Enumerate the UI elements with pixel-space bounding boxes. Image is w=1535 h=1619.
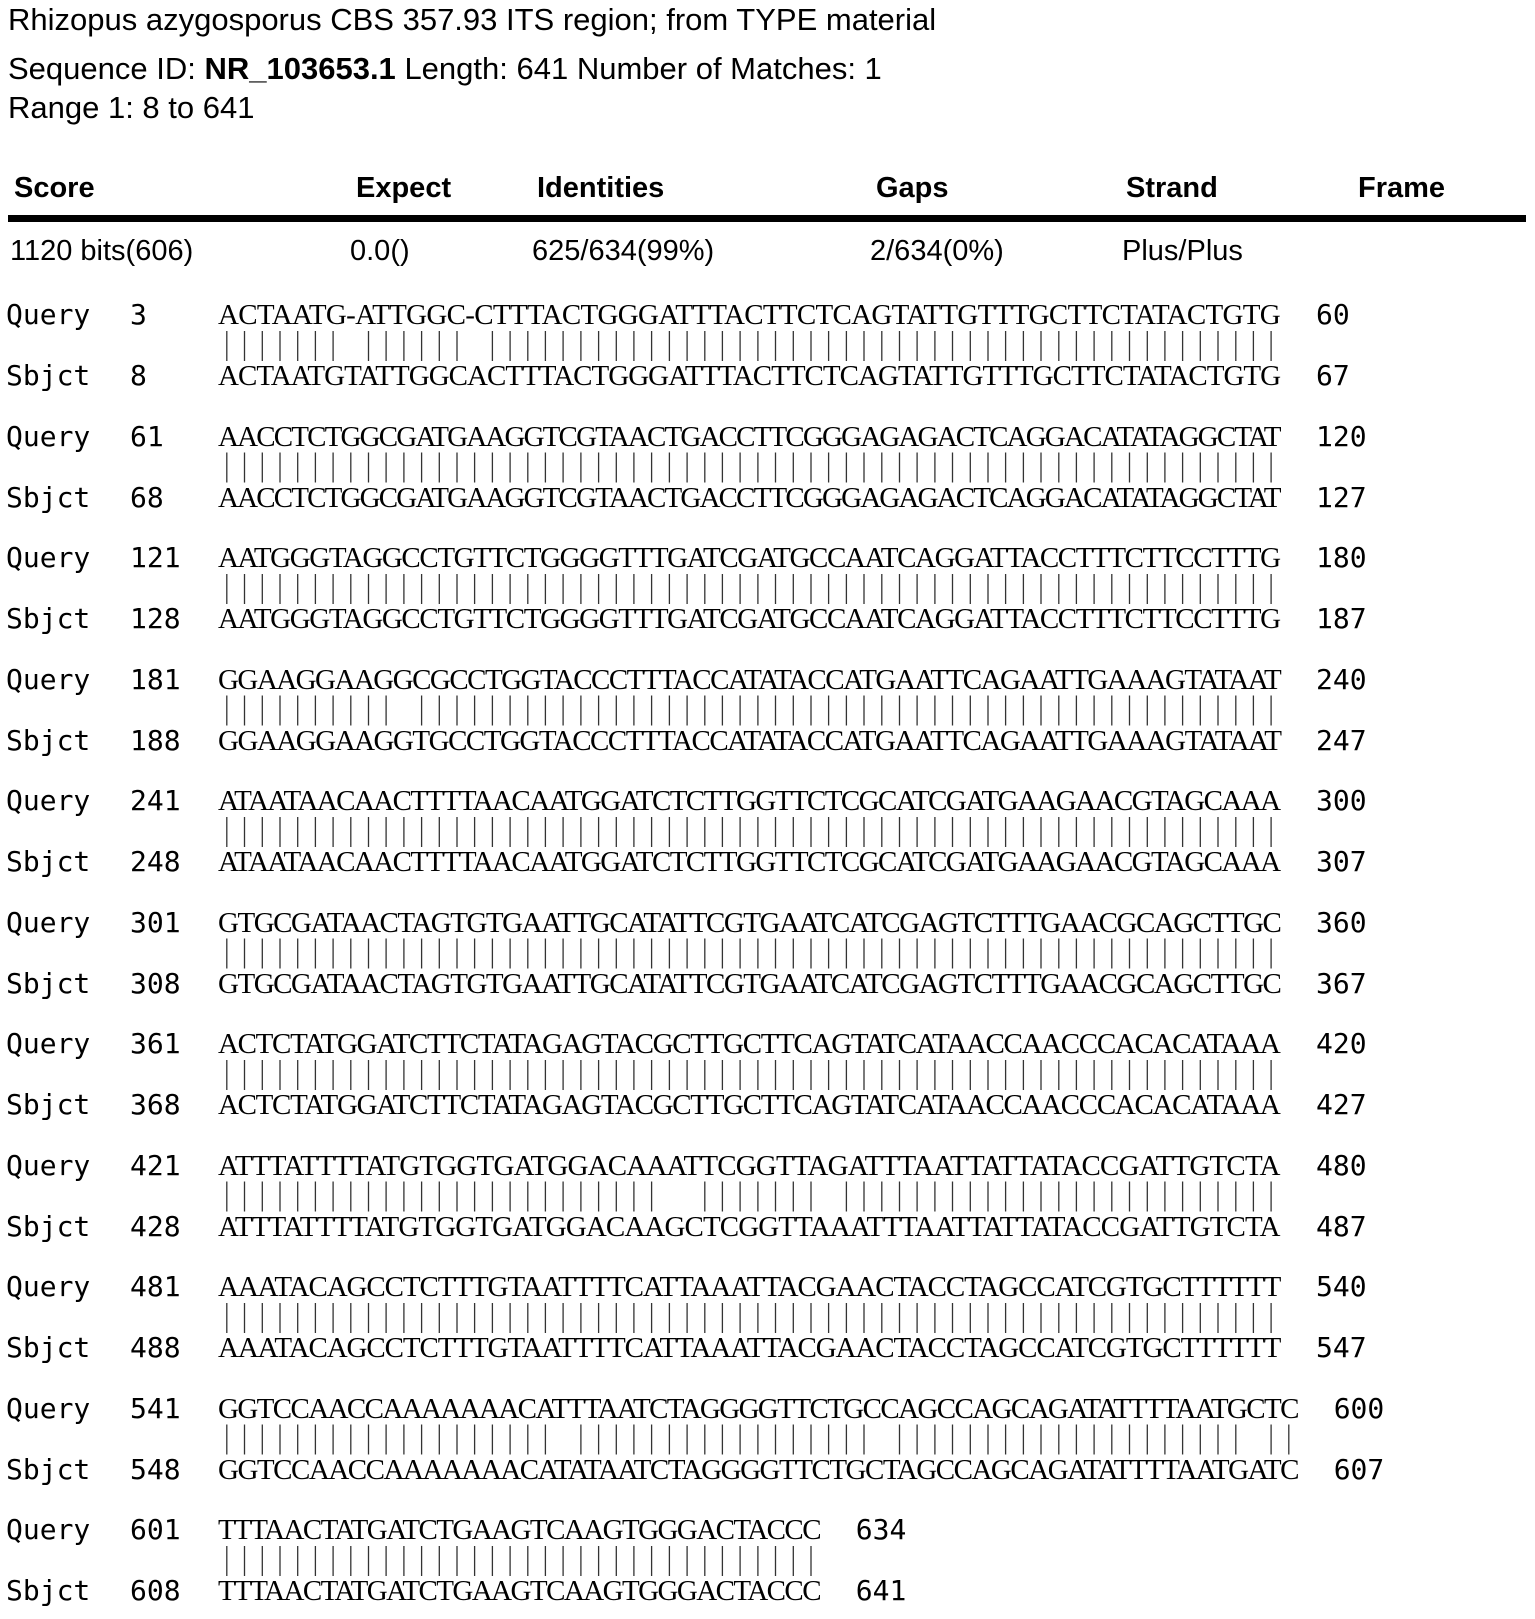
query-start: 3 — [130, 298, 147, 331]
query-sequence: ACTCTATGGATCTTCTATAGAGTACGCTTGCTTCAGTATCATAACCAACCCACACATAAA — [218, 1028, 1280, 1060]
sbjct-start: 128 — [130, 602, 181, 635]
query-end: 634 — [855, 1513, 907, 1546]
sbjct-start: 428 — [130, 1209, 181, 1243]
sbjct-start: 248 — [130, 845, 181, 878]
sbjct-sequence: AATGGGTAGGCCTGTTCTGGGGTTTGATCGATGCCAATCAGGATTACCTTTCTTCCTTTG — [218, 603, 1280, 635]
query-end: 360 — [1316, 905, 1367, 939]
sbjct-start: 308 — [130, 966, 181, 1000]
query-sequence: AAATACAGCCTCTTTGTAATTTTCATTAAATTACGAACTACCTAGCCATCGTGCTTTTTT — [218, 1271, 1281, 1303]
sbjct-sequence: ACTCTATGGATCTTCTATAGAGTACGCTTGCTTCAGTATCATAACCAACCCACACATAAA — [218, 1089, 1280, 1121]
sbjct-start: 548 — [130, 1452, 181, 1486]
query-end: 600 — [1333, 1391, 1385, 1425]
range-text: Range 1: 8 to 641 — [8, 90, 255, 125]
sbjct-end: 247 — [1316, 723, 1367, 757]
value-gaps: 2/634(0%) — [870, 235, 1004, 267]
sbjct-label: Sbjct — [6, 1088, 91, 1121]
value-strand: Plus/Plus — [1122, 235, 1243, 267]
sbjct-end: 427 — [1316, 1088, 1367, 1121]
query-end: 540 — [1316, 1270, 1367, 1303]
query-end: 480 — [1316, 1148, 1367, 1182]
query-start: 61 — [130, 419, 164, 453]
sbjct-sequence: ACTAATGTATTGGCACTTTACTGGGATTTACTTCTCAGTATTGTTTGCTTCTATACTGTG — [218, 360, 1281, 392]
query-sequence: GGTCCAACCAAAAAAACATTTAATCTAGGGGTTCTGCCAGCCAGCAGATATTTTAATGCTC — [218, 1392, 1298, 1425]
query-end: 180 — [1316, 541, 1367, 574]
sbjct-label: Sbjct — [6, 1331, 91, 1364]
sbjct-end: 547 — [1316, 1331, 1367, 1364]
query-label: Query — [6, 662, 91, 696]
header-gaps: Gaps — [876, 172, 949, 204]
sbjct-end: 67 — [1316, 359, 1350, 392]
query-label: Query — [6, 541, 91, 574]
query-end: 240 — [1316, 662, 1367, 696]
sbjct-start: 8 — [130, 359, 147, 392]
sbjct-end: 607 — [1333, 1452, 1385, 1486]
value-expect: 0.0() — [350, 235, 410, 267]
query-label: Query — [6, 905, 91, 939]
query-sequence: ACTAATG-ATTGGC-CTTTACTGGGATTTACTTCTCAGTATTGTTTGCTTCTATACTGTG — [218, 299, 1281, 331]
query-label: Query — [6, 298, 91, 331]
length-text: Length: 641 — [404, 51, 569, 86]
query-start: 481 — [130, 1270, 181, 1303]
query-label: Query — [6, 1148, 91, 1182]
query-start: 421 — [130, 1148, 181, 1182]
query-label: Query — [6, 1027, 91, 1060]
sbjct-sequence: AACCTCTGGCGATGAAGGTCGTAACTGACCTTCGGGAGAGACTCAGGACATATAGGCTAT — [218, 481, 1280, 514]
query-start: 181 — [130, 662, 181, 696]
sbjct-sequence: AAATACAGCCTCTTTGTAATTTTCATTAAATTACGAACTACCTAGCCATCGTGCTTTTTT — [218, 1332, 1281, 1364]
sbjct-label: Sbjct — [6, 359, 91, 392]
query-sequence: GGAAGGAAGGCGCCTGGTACCCTTTACCATATACCATGAATTCAGAATTGAAAGTATAAT — [218, 663, 1281, 696]
sbjct-label: Sbjct — [6, 602, 91, 635]
query-start: 301 — [130, 905, 181, 939]
sbjct-label: Sbjct — [6, 723, 91, 757]
header-identities: Identities — [537, 172, 665, 204]
sbjct-end: 187 — [1316, 602, 1367, 635]
value-identities: 625/634(99%) — [532, 235, 715, 267]
query-sequence: GTGCGATAACTAGTGTGAATTGCATATTCGTGAATCATCGAGTCTTTGAACGCAGCTTGC — [218, 906, 1281, 939]
query-sequence: ATTTATTTTATGTGGTGATGGACAAATTCGGTTAGATTTAATTATTATACCGATTGTCTA — [218, 1149, 1280, 1182]
sbjct-label: Sbjct — [6, 1452, 91, 1486]
query-start: 361 — [130, 1027, 181, 1060]
sbjct-label: Sbjct — [6, 480, 91, 514]
value-score: 1120 bits(606) — [10, 235, 194, 267]
query-start: 541 — [130, 1391, 181, 1425]
sbjct-sequence: GTGCGATAACTAGTGTGAATTGCATATTCGTGAATCATCGAGTCTTTGAACGCAGCTTGC — [218, 967, 1281, 1000]
sbjct-end: 367 — [1316, 966, 1367, 1000]
sbjct-sequence: ATTTATTTTATGTGGTGATGGACAAGCTCGGTTAAATTTAATTATTATACCGATTGTCTA — [218, 1210, 1280, 1243]
sbjct-end: 641 — [855, 1574, 907, 1607]
sbjct-label: Sbjct — [6, 1209, 91, 1243]
query-end: 120 — [1316, 419, 1367, 453]
header-expect: Expect — [356, 172, 452, 204]
query-label: Query — [6, 1513, 91, 1546]
query-end: 420 — [1316, 1027, 1367, 1060]
sbjct-sequence: GGTCCAACCAAAAAAACATATAATCTAGGGGTTCTGCTAGCCAGCAGATATTTTAATGATC — [218, 1453, 1298, 1486]
header-strand: Strand — [1126, 172, 1218, 204]
query-sequence: ATAATAACAACTTTTAACAATGGATCTCTTGGTTCTCGCATCGATGAAGAACGTAGCAAA — [218, 785, 1280, 817]
query-label: Query — [6, 419, 91, 453]
query-start: 601 — [130, 1513, 181, 1546]
sbjct-start: 488 — [130, 1331, 181, 1364]
sbjct-start: 68 — [130, 480, 164, 514]
sbjct-end: 127 — [1316, 480, 1367, 514]
query-end: 60 — [1316, 298, 1350, 331]
sbjct-label: Sbjct — [6, 966, 91, 1000]
query-start: 121 — [130, 541, 181, 574]
sbjct-end: 487 — [1316, 1209, 1367, 1243]
query-label: Query — [6, 784, 91, 817]
sbjct-start: 608 — [130, 1574, 181, 1607]
query-end: 300 — [1316, 784, 1367, 817]
header-frame: Frame — [1358, 172, 1446, 204]
query-start: 241 — [130, 784, 181, 817]
sbjct-sequence: GGAAGGAAGGTGCCTGGTACCCTTTACCATATACCATGAATTCAGAATTGAAAGTATAAT — [218, 724, 1281, 757]
sbjct-start: 368 — [130, 1088, 181, 1121]
sequence-id-label: Sequence ID: — [8, 51, 196, 86]
query-sequence: TTTAACTATGATCTGAAGTCAAGTGGGACTACCC — [218, 1514, 820, 1546]
header-score: Score — [14, 172, 95, 204]
page-title: Rhizopus azygosporus CBS 357.93 ITS region; from TYPE material — [8, 2, 937, 37]
sbjct-start: 188 — [130, 723, 181, 757]
query-sequence: AACCTCTGGCGATGAAGGTCGTAACTGACCTTCGGGAGAGACTCAGGACATATAGGCTAT — [218, 420, 1280, 453]
sbjct-sequence: TTTAACTATGATCTGAAGTCAAGTGGGACTACCC — [218, 1575, 820, 1607]
query-label: Query — [6, 1391, 91, 1425]
sequence-id-link[interactable]: NR_103653.1 — [204, 51, 396, 86]
sbjct-end: 307 — [1316, 845, 1367, 878]
matches-text: Number of Matches: 1 — [576, 51, 882, 86]
query-sequence: AATGGGTAGGCCTGTTCTGGGGTTTGATCGATGCCAATCAGGATTACCTTTCTTCCTTTG — [218, 542, 1280, 574]
sbjct-sequence: ATAATAACAACTTTTAACAATGGATCTCTTGGTTCTCGCATCGATGAAGAACGTAGCAAA — [218, 846, 1280, 878]
sbjct-label: Sbjct — [6, 845, 91, 878]
query-label: Query — [6, 1270, 91, 1303]
sbjct-label: Sbjct — [6, 1574, 91, 1607]
